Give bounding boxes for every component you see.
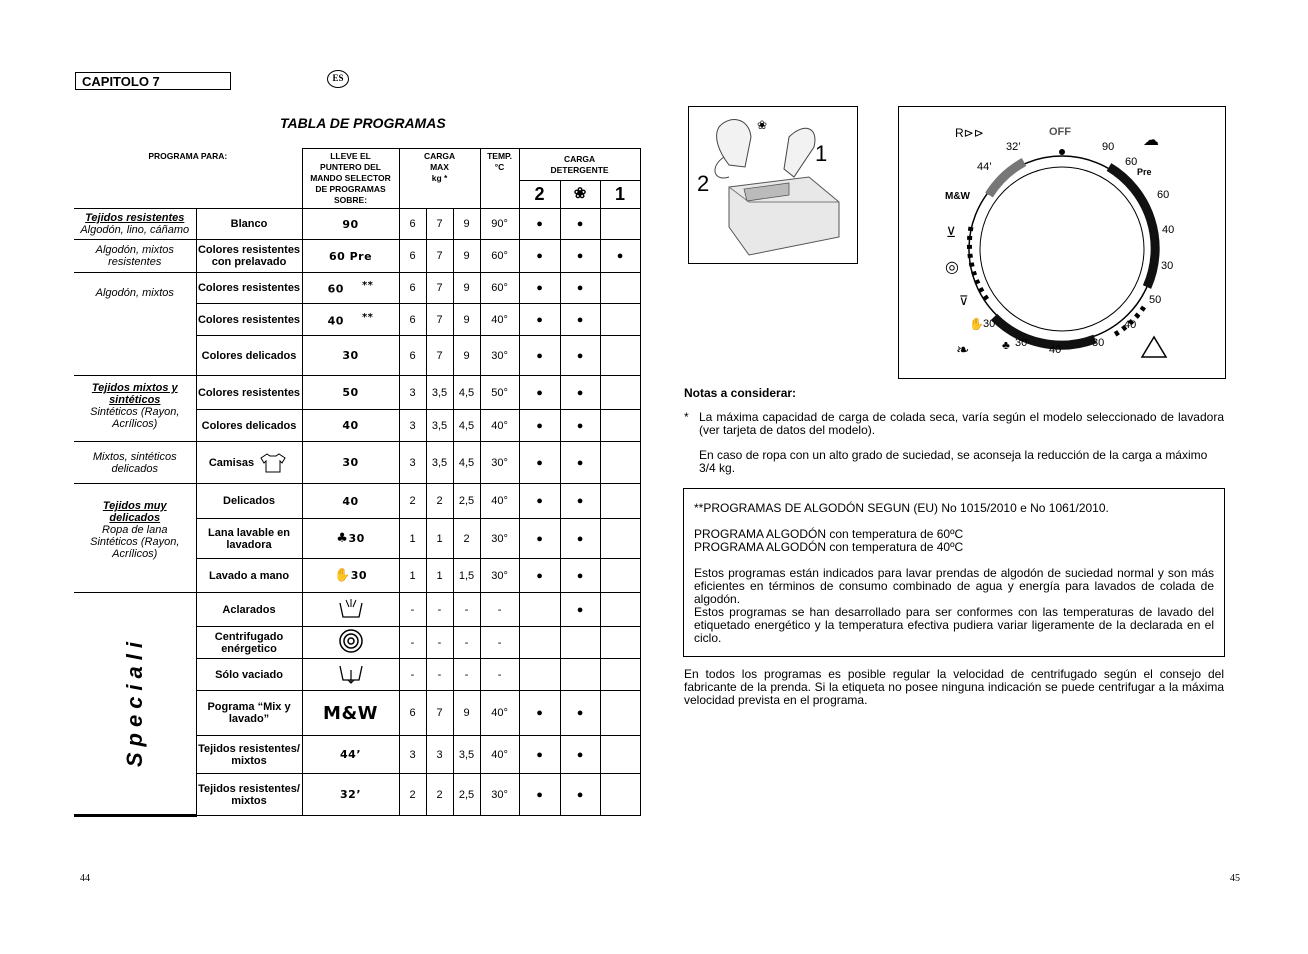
detergent-drawer-figure [688, 106, 858, 264]
table-row: Mixtos, sintéticos delicados Camisas 30 3 3,5 4,5 30° ● ● [74, 442, 640, 484]
header-det-2: 2 [519, 181, 560, 209]
table-row: Speciali Aclarados - - - - ● [74, 593, 640, 627]
easy-iron-icon: ☁ [1143, 132, 1159, 149]
drawer-label-1: 1 [815, 141, 828, 166]
table-row: Tejidos resistentes/ mixtos 44’ 3 3 3,5 40° ● ● [74, 736, 640, 774]
svg-text:30: 30 [1015, 337, 1028, 349]
table-row: Lavado a mano ✋30 1 1 1,5 30° ● ● [74, 559, 640, 593]
header-selector: LLEVE EL PUNTERO DEL MANDO SELECTOR DE PROGRAMAS SOBRE: [302, 149, 399, 209]
table-row: Centrifugado enérgetico - - - - [74, 627, 640, 659]
svg-text:M&W: M&W [945, 191, 970, 202]
table-row: Colores delicados 40 3 3,5 4,5 40° ● ● [74, 410, 640, 442]
flower-icon: ❀ [757, 118, 768, 132]
header-detergente: CARGA DETERGENTE [519, 149, 640, 181]
group-speciali: Speciali [74, 593, 196, 816]
table-row: Tejidos muy delicados Ropa de lana Sintéticos (Rayon, Acrílicos) Delicados 40 2 2 2,5 40° ● ● [74, 484, 640, 519]
header-programa: PROGRAMA PARA: [74, 149, 302, 209]
table-row: Pograma “Mix y lavado” M&W 6 7 9 40° ● ● [74, 691, 640, 736]
svg-text:50: 50 [1149, 294, 1162, 306]
drain-icon: ⊻ [946, 224, 957, 240]
svg-text:30: 30 [1092, 337, 1105, 349]
svg-text:60: 60 [1125, 156, 1138, 168]
notes-title: Notas a considerar: [684, 386, 797, 400]
svg-text:32’: 32’ [1006, 141, 1021, 153]
rapid-icon: R⊳⊳ [955, 126, 984, 140]
spin-icon [338, 628, 364, 654]
table-row: Sólo vaciado - - - - [74, 659, 640, 691]
svg-text:30: 30 [983, 318, 996, 330]
wool-icon: ♣ [336, 531, 349, 546]
header-det-flower [560, 181, 600, 209]
table-row: Lana lavable en lavadora ♣30 1 1 2 30° ● ● [74, 519, 640, 559]
header-det-1: 1 [600, 181, 640, 209]
chapter-title: CAPITOLO 7 [75, 72, 231, 90]
page-number-left: 44 [80, 873, 90, 884]
cotton-programs-box: **PROGRAMAS DE ALGODÓN SEGUN (EU) No 1015/2010 e No 1061/2010. PROGRAMA ALGODÓN con temperatura de 60ºC PROGRAMA ALGODÓN con temperatura de 40ºC Estos programas están indicados para lavar prendas de algodón de suciedad normal y son más eficientes en términos de consumo combinado de agua y energía para lavados de colada de algodón. Estos programas se han desarrollado para ser conformes con las temperaturas de lavado del etiquetado energético y la temperatura efectiva pudiera variar ligeramente de la declarada en el ciclo. [683, 488, 1225, 657]
svg-text:40: 40 [1049, 344, 1062, 356]
table-row: Tejidos resistentes Algodón, lino, cáñamo Blanco 90 6 7 9 90° ● ● [74, 209, 640, 240]
wool-icon: ♣ [1002, 338, 1010, 352]
hand-wash-icon: ✋ [969, 317, 984, 331]
rinse-icon [338, 597, 364, 619]
table-title: TABLA DE PROGRAMAS [280, 115, 446, 131]
spin-icon: ◎ [945, 259, 959, 276]
flower-icon: ❀ [573, 185, 587, 202]
footer-paragraph: En todos los programas es posible regular la velocidad de centrifugado según el consejo del fabricante de la prenda. Si la etiqueta no posee ninguna indicación se puede centrifugar a la máxima velocidad prevista en el programa. [684, 667, 1224, 707]
language-badge: ES [327, 70, 349, 88]
hand-wash-icon: ✋ [334, 568, 351, 583]
dial-off: OFF [1049, 126, 1071, 138]
notes-paragraph-1: La máxima capacidad de carga de colada seca, varía según el modelo seleccionado de lavadora (ver tarjeta de datos del modelo). [699, 410, 1224, 437]
program-table [74, 148, 641, 817]
header-carga: CARGA MAX kg * [399, 149, 480, 209]
svg-text:30: 30 [1161, 260, 1174, 272]
warning-icon [1142, 337, 1166, 357]
svg-text:40: 40 [1162, 224, 1175, 236]
notes-paragraph-2: En caso de ropa con un alto grado de suciedad, se aconseja la reducción de la carga a máximo 3/4 kg. [699, 448, 1208, 475]
group-title: Tejidos mixtos y sintéticos Sintéticos (Rayon, Acrílicos) [74, 376, 196, 442]
group-title: Tejidos resistentes Algodón, lino, cáñamo [74, 209, 196, 240]
header-temp: TEMP. °C [480, 149, 519, 209]
table-row: Colores delicados 30 6 7 9 30° ● ● [74, 336, 640, 376]
drain-icon [338, 662, 364, 684]
svg-text:90: 90 [1102, 141, 1115, 153]
detergent-drawer-illustration [689, 107, 857, 263]
page-number-right: 45 [1230, 873, 1240, 884]
table-row: Algodón, mixtos resistentes Colores resistentes con prelavado 60 Pre 6 7 9 60° ● ● ● [74, 240, 640, 273]
svg-text:60: 60 [1157, 189, 1170, 201]
table-row: Tejidos mixtos y sintéticos Sintéticos (Rayon, Acrílicos) Colores resistentes 50 3 3,5 4,5 50° ● ● [74, 376, 640, 410]
delicate-icon: ❧ [956, 342, 970, 359]
table-row: Colores resistentes 40 ** 6 7 9 40° ● ● [74, 304, 640, 336]
group-title: Tejidos muy delicados Ropa de lana Sintéticos (Rayon, Acrílicos) [74, 484, 196, 593]
table-row: Tejidos resistentes/ mixtos 32’ 2 2 2,5 30° ● ● [74, 774, 640, 816]
table-row: Algodón, mixtos Colores resistentes 60 ** 6 7 9 60° ● ● [74, 273, 640, 304]
drawer-label-2: 2 [697, 171, 710, 196]
notes-star: * [684, 410, 689, 424]
svg-text:44’: 44’ [977, 161, 992, 173]
shirt-icon [257, 452, 289, 474]
program-dial [899, 107, 1225, 378]
rinse-icon: ⊽ [959, 293, 969, 308]
svg-text:Pre: Pre [1137, 167, 1152, 177]
program-dial-figure [898, 106, 1226, 379]
svg-text:40: 40 [1124, 319, 1137, 331]
